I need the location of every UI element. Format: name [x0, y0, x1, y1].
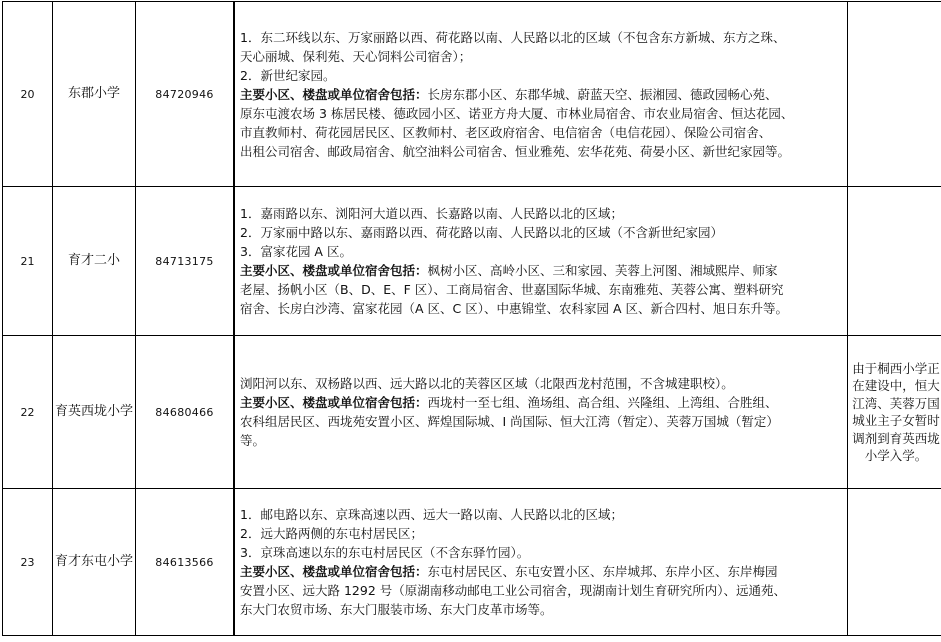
enrollment-area	[234, 2, 848, 187]
area-line: 天心丽城、保利苑、天心饲料公司宿舍）；	[240, 47, 843, 66]
key-communities-label: 主要小区、楼盘或单位宿舍包括：	[240, 564, 428, 579]
table-row	[3, 489, 941, 636]
key-communities-label: 主要小区、楼盘或单位宿舍包括：	[240, 395, 428, 410]
key-communities-text: 枫树小区、高岭小区、三和家园、芙蓉上河图、湘域熙岸、师家	[428, 263, 778, 278]
table-row	[3, 187, 941, 336]
area-line: 1．邮电路以东、京珠高速以西、远大一路以南、人民路以北的区域；	[240, 505, 843, 524]
remark-cell: 由于桐西小学正在建设中，恒大江湾、芙蓉万国城业主子女暂时调剂到育英西垅小学入学。	[848, 336, 941, 489]
table-row	[3, 2, 941, 187]
school-district-table	[2, 1, 941, 636]
remark-cell	[848, 489, 941, 636]
key-communities-text: 长房东郡小区、东郡华城、蔚蓝天空、振湘园、德政园畅心苑、	[428, 87, 778, 102]
key-communities-line: 市直教师村、荷花园居民区、区教师村、老区政府宿舍、电信宿舍（电信花园）、保险公司宿舍、	[240, 123, 843, 142]
key-communities-line: 农科组居民区、西垅苑安置小区、辉煌国际城、I 尚国际、恒大江湾（暂定）、芙蓉万国城（暂定）	[240, 412, 843, 431]
phone-number: 84680466	[136, 336, 235, 489]
remark-cell	[848, 187, 941, 336]
row-number: 23	[3, 489, 53, 636]
key-communities-line: 等。	[240, 431, 843, 450]
key-communities-line: 原东屯渡农场 3 栋居民楼、德政园小区、诺亚方舟大厦、市林业局宿舍、市农业局宿舍、恒达花园、	[240, 104, 843, 123]
key-communities-label: 主要小区、楼盘或单位宿舍包括：	[240, 87, 428, 102]
area-line: 3．京珠高速以东的东屯村居民区（不含东驿竹园）。	[240, 543, 843, 562]
key-communities-line: 老屋、扬帆小区（B、D、E、F 区）、工商局宿舍、世嘉国际华城、东南雅苑、芙蓉公寓、塑料研究	[240, 280, 843, 299]
area-line: 1．东二环线以东、万家丽路以西、荷花路以南、人民路以北的区域（不包含东方新城、东方之珠、	[240, 28, 843, 47]
key-communities-text: 西垅村一至七组、渔场组、高合组、兴隆组、上湾组、合胜组、	[428, 395, 778, 410]
key-communities-text: 东屯村居民区、东屯安置小区、东岸城邦、东岸小区、东岸梅园	[428, 564, 778, 579]
school-name: 育英西垅小学	[53, 336, 136, 489]
phone-number: 84613566	[136, 489, 235, 636]
remark-cell	[848, 2, 941, 187]
area-line: 2．新世纪家园。	[240, 66, 843, 85]
table-row	[3, 336, 941, 489]
school-name: 育才东屯小学	[53, 489, 136, 636]
area-line: 浏阳河以东、双杨路以西、远大路以北的芙蓉区区域（北限西龙村范围，不含城建职校）。	[240, 374, 843, 393]
enrollment-area	[234, 489, 848, 636]
enrollment-area	[234, 336, 848, 489]
enrollment-area	[234, 187, 848, 336]
phone-number: 84720946	[136, 2, 235, 187]
row-number: 20	[3, 2, 53, 187]
school-name: 育才二小	[53, 187, 136, 336]
key-communities-label: 主要小区、楼盘或单位宿舍包括：	[240, 263, 428, 278]
school-name: 东郡小学	[53, 2, 136, 187]
area-line: 3．富家花园 A 区。	[240, 242, 843, 261]
row-number: 22	[3, 336, 53, 489]
phone-number: 84713175	[136, 187, 235, 336]
key-communities-line: 安置小区、远大路 1292 号（原湖南移动邮电工业公司宿舍，现湖南计划生育研究所内）、远通苑、	[240, 581, 843, 600]
key-communities-line: 宿舍、长房白沙湾、富家花园（A 区、C 区）、中惠锦堂、农科家园 A 区、新合四村、旭日东升等。	[240, 299, 843, 318]
area-line: 1．嘉雨路以东、浏阳河大道以西、长嘉路以南、人民路以北的区域；	[240, 204, 843, 223]
key-communities-line: 出租公司宿舍、邮政局宿舍、航空油料公司宿舍、恒业雅苑、宏华花苑、荷晏小区、新世纪家园等。	[240, 142, 843, 161]
area-line: 2．远大路两侧的东屯村居民区；	[240, 524, 843, 543]
row-number: 21	[3, 187, 53, 336]
key-communities-line: 东大门农贸市场、东大门服装市场、东大门皮革市场等。	[240, 600, 843, 619]
area-line: 2．万家丽中路以东、嘉雨路以西、荷花路以南、人民路以北的区域（不含新世纪家园）	[240, 223, 843, 242]
